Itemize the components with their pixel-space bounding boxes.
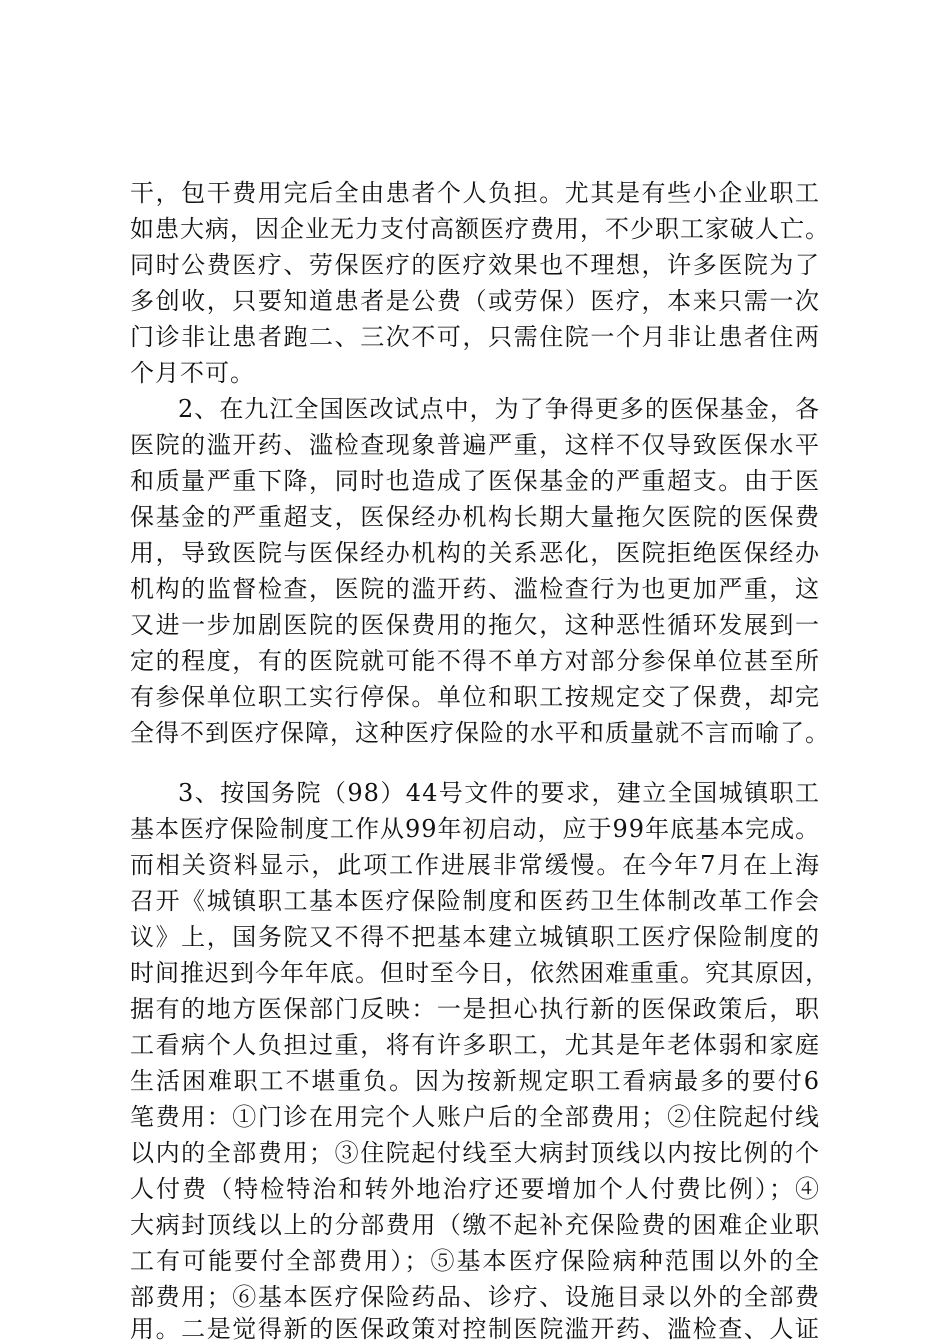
text-line: 机构的监督检查，医院的滥开药、滥检查行为也更加严重，这 — [130, 575, 820, 603]
text-line: 定的程度，有的医院就可能不得不单方对部分参保单位甚至所 — [130, 647, 820, 675]
text-line: 有参保单位职工实行停保。单位和职工按规定交了保费，却完 — [130, 683, 820, 711]
text-line: 用。二是觉得新的医保政策对控制医院滥开药、滥检查、人证 — [130, 1315, 820, 1343]
text-line: 以内的全部费用；③住院起付线至大病封顶线以内按比例的个 — [130, 1139, 820, 1167]
text-line: 生活困难职工不堪重负。因为按新规定职工看病最多的要付6 — [130, 1067, 820, 1095]
text-line: 又进一步加剧医院的医保费用的拖欠，这种恶性循环发展到一 — [130, 611, 820, 639]
text-line: 据有的地方医保部门反映：一是担心执行新的医保政策后，职 — [130, 995, 820, 1023]
text-line: 保基金的严重超支，医保经办机构长期大量拖欠医院的医保费 — [130, 503, 820, 531]
text-line: 召开《城镇职工基本医疗保险制度和医药卫生体制改革工作会 — [130, 887, 820, 915]
paragraph-2-first-line: 2、在九江全国医改试点中，为了争得更多的医保基金，各 — [178, 395, 820, 423]
text-line: 门诊非让患者跑二、三次不可，只需住院一个月非让患者住两 — [130, 323, 820, 351]
text-line: 而相关资料显示，此项工作进展非常缓慢。在今年7月在上海 — [130, 851, 820, 879]
paragraph-3-first-line: 3、按国务院（98）44号文件的要求，建立全国城镇职工 — [178, 779, 820, 807]
text-line: 全得不到医疗保障，这种医疗保险的水平和质量就不言而喻了。 — [130, 719, 830, 747]
text-line: 医院的滥开药、滥检查现象普遍严重，这样不仅导致医保水平 — [130, 431, 820, 459]
text-line: 个月不可。 — [130, 359, 255, 387]
text-line: 时间推迟到今年年底。但时至今日，依然困难重重。究其原因， — [130, 959, 830, 987]
text-line: 部费用；⑥基本医疗保险药品、诊疗、设施目录以外的全部费 — [130, 1283, 820, 1311]
text-line: 基本医疗保险制度工作从99年初启动，应于99年底基本完成。 — [130, 815, 821, 843]
text-line: 如患大病，因企业无力支付高额医疗费用，不少职工家破人亡。 — [130, 215, 830, 243]
text-line: 干，包干费用完后全由患者个人负担。尤其是有些小企业职工 — [130, 179, 820, 207]
text-line: 工看病个人负担过重，将有许多职工，尤其是年老体弱和家庭 — [130, 1031, 820, 1059]
text-line: 和质量严重下降，同时也造成了医保基金的严重超支。由于医 — [130, 467, 820, 495]
text-line: 用，导致医院与医保经办机构的关系恶化，医院拒绝医保经办 — [130, 539, 820, 567]
text-line: 笔费用：①门诊在用完个人账户后的全部费用；②住院起付线 — [130, 1103, 820, 1131]
text-line: 同时公费医疗、劳保医疗的医疗效果也不理想，许多医院为了 — [130, 251, 820, 279]
text-line: 议》上，国务院又不得不把基本建立城镇职工医疗保险制度的 — [130, 923, 820, 951]
text-line: 人付费（特检特治和转外地治疗还要增加个人付费比例）；④ — [130, 1175, 820, 1203]
text-line: 大病封顶线以上的分部费用（缴不起补充保险费的困难企业职 — [130, 1211, 820, 1239]
text-line: 多创收，只要知道患者是公费（或劳保）医疗，本来只需一次 — [130, 287, 820, 315]
text-line: 工有可能要付全部费用）；⑤基本医疗保险病种范围以外的全 — [130, 1247, 820, 1275]
